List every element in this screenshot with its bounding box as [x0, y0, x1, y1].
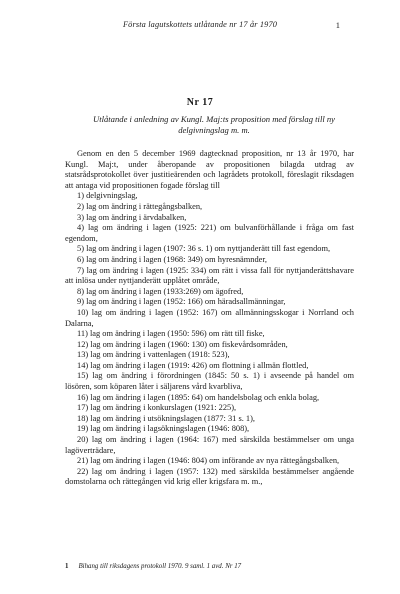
- footnote-mark: 1: [65, 563, 69, 570]
- list-item: [65, 308, 354, 329]
- list-item-number: 14): [77, 360, 89, 370]
- list-item-number: 3): [77, 212, 84, 222]
- list-item-text: lag om ändring i lagen (1957: 132) med särskilda bestämmelser angående domstolarna och rättegången vid krig eller krigsfara m. m.,: [65, 466, 354, 487]
- list-item-text: lag om ändring i lagen (1919: 426) om flottning i allmän flottled,: [90, 360, 309, 370]
- list-item: [65, 297, 354, 308]
- intro-paragraph: Genom en den 5 december 1969 dagtecknad proposition, nr 13 år 1970, har Kungl. Maj:t, under åberopande av propositionen bilagda utdrag av statsrådsprotokollet över justitieärenden och lagrådets protokoll, föreslagit riksdagen att antaga vid propositionen fogade förslag till: [65, 149, 354, 190]
- list-item-text: lag om ändring i lagen (1907: 36 s. 1) om nyttjanderätt till fast egendom,: [86, 244, 331, 254]
- list-item-number: 10): [77, 307, 89, 317]
- list-item-text: lag om ändring i konkurslagen (1921: 225),: [90, 403, 237, 413]
- document-subtitle: Utlåtande i anledning av Kungl. Maj:ts proposition med förslag till ny delgivningslag m. m.: [93, 114, 335, 135]
- list-item-text: lag om ändring i lagen (1964: 167) med särskilda bestämmelser om unga lagöverträdare,: [65, 435, 354, 455]
- footnote: [65, 563, 354, 570]
- list-item: [65, 371, 354, 392]
- list-item-text: lag om ändring i lagen (1895: 64) om handelsbolag och enkla bolag,: [90, 392, 320, 402]
- body-text: [65, 149, 354, 488]
- list-item-number: 17): [77, 403, 89, 413]
- list-item-text: lag om ändring i lagen (1946: 804) om införande av nya rättegångsbalken,: [90, 456, 340, 466]
- list-item: [65, 414, 354, 425]
- list-item-number: 15): [77, 371, 89, 381]
- list-item-number: 11): [77, 329, 88, 339]
- list-item-number: 19): [77, 424, 89, 434]
- list-item: [65, 435, 354, 456]
- list-item-number: 16): [77, 392, 89, 402]
- page-number: 1: [335, 20, 340, 30]
- list-item: [65, 393, 354, 404]
- list-item-text: lag om ändring i lagen (1952: 167) om allmänningsskogar i Norrland och Dalarna,: [65, 307, 354, 328]
- list-item: [65, 456, 354, 467]
- list-item-text: lag om ändring i lagen (1968: 349) om hyresnämnder,: [86, 254, 267, 264]
- list-item: [65, 255, 354, 266]
- list-item-text: lag om ändring i lagen (1952: 166) om häradsallmänningar,: [86, 297, 286, 307]
- list-item-text: lag om ändring i lagsökningslagen (1946: 808),: [90, 424, 250, 434]
- list-item-number: 20): [77, 435, 89, 445]
- list-item-text: lag om ändring i rättegångsbalken,: [86, 201, 203, 211]
- list-item-number: 8): [77, 286, 84, 296]
- list-item: [65, 191, 354, 202]
- list-item: [65, 266, 354, 287]
- list-item-text: lag om ändring i vattenlagen (1918: 523),: [90, 350, 230, 360]
- document-heading: Nr 17: [186, 97, 214, 108]
- list-item: [65, 287, 354, 298]
- list-item-text: lag om ändring i lagen (1933:269) om ägofred,: [86, 286, 244, 296]
- list-item-text: lag om ändring i förordningen (1845: 50 s. 1) i avseende på handel om lösören, som köparen låter i säljarens vård kvarbliva,: [65, 371, 355, 392]
- list-item: [65, 350, 354, 361]
- list-item-number: 6): [77, 254, 84, 264]
- proposal-list: [65, 191, 354, 488]
- list-item-number: 7): [77, 265, 84, 275]
- list-item-number: 5): [77, 244, 84, 254]
- list-item-text: lag om ändring i lagen (1950: 596) om rätt till fiske,: [89, 329, 265, 339]
- list-item-number: 21): [77, 456, 89, 466]
- list-item-text: lag om ändring i lagen (1925: 221) om bulvanförhållande i fråga om fast egendom,: [65, 223, 355, 243]
- list-item-number: 13): [77, 350, 89, 360]
- list-item: [65, 202, 354, 213]
- list-item: [65, 244, 354, 255]
- list-item-number: 18): [77, 413, 89, 423]
- list-item-number: 4): [77, 223, 84, 233]
- list-item-number: 22): [77, 466, 89, 476]
- list-item-text: lag om ändring i ärvdabalken,: [86, 212, 187, 222]
- list-item-text: delgivningslag,: [86, 191, 138, 201]
- running-head: Första lagutskottets utlåtande nr 17 år 1970: [122, 20, 278, 29]
- list-item-number: 9): [77, 297, 84, 307]
- list-item-text: lag om ändring i utsökningslagen (1877: 31 s. 1),: [90, 413, 255, 423]
- list-item: [65, 340, 354, 351]
- list-item-text: lag om ändring i lagen (1925: 334) om rätt i vissa fall för nyttjanderättshavare att inlösa under nyttjanderätt upplåtet område,: [65, 265, 354, 286]
- list-item: [65, 467, 354, 488]
- list-item: [65, 403, 354, 414]
- list-item: [65, 223, 354, 244]
- list-item: [65, 213, 354, 224]
- list-item: [65, 361, 354, 372]
- footnote-text: Bihang till riksdagens protokoll 1970. 9 saml. 1 avd. Nr 17: [78, 563, 242, 570]
- list-item-number: 12): [77, 339, 89, 349]
- list-item: [65, 329, 354, 340]
- list-item: [65, 424, 354, 435]
- list-item-text: lag om ändring i lagen (1960: 130) om fiskevårdsområden,: [90, 339, 288, 349]
- list-item-number: 2): [77, 201, 84, 211]
- list-item-number: 1): [77, 191, 84, 201]
